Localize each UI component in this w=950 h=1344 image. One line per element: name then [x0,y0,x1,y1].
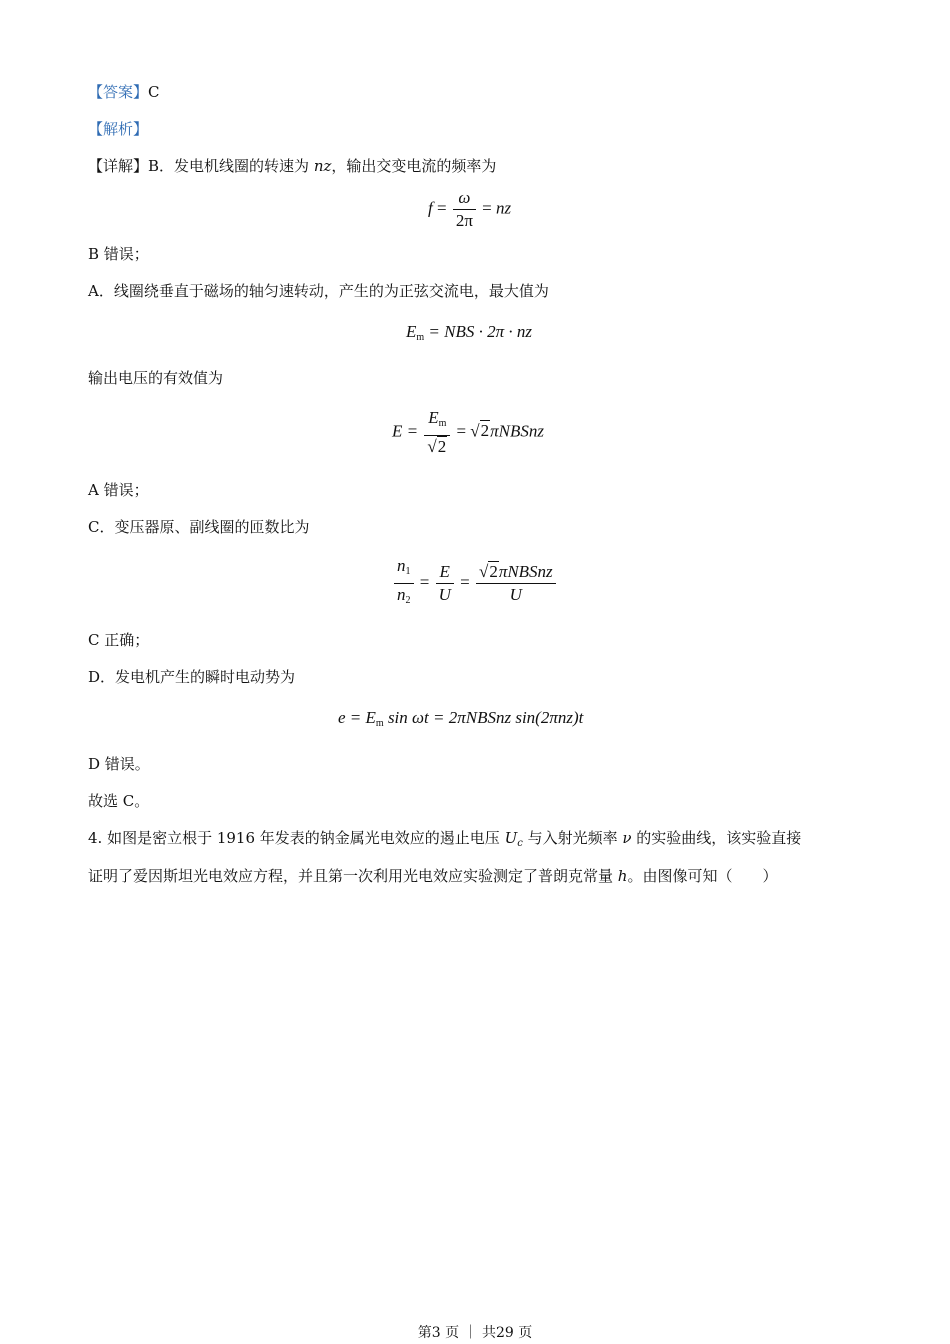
question-4-line1: 4. 如图是密立根于 1916 年发表的钠金属光电效应的遏止电压 $U_c$ 与入射光频率 ν 的实验曲线，该实验直接 [88,829,802,849]
equation-frequency: f = $\frac{\omega}{2\pi}$ = nz [428,188,512,230]
detail-line: 【详解】B．发电机线圈的转速为 nz，输出交变电流的频率为 [88,157,497,175]
b-wrong: B 错误； [88,245,149,263]
equation-em: $E_m$ = NBS · 2π · nz [406,322,532,343]
answer-line [88,82,160,102]
a-text: A．线圈绕垂直于磁场的轴匀速转动，产生的为正弦交流电，最大值为 [88,282,549,300]
equation-ratio: $\frac{n_1}{n_2}$ = $\frac{E}{U}$ = $\frac{\text{√2πNBSnz}}{U}$ [392,556,558,611]
choose-c: 故选 C。 [88,792,150,810]
question-4-line2: 证明了爱因斯坦光电效应方程，并且第一次利用光电效应实验测定了普朗克常量 h。由图像可知（ ） [88,867,778,885]
c-text: C．变压器原、副线圈的匝数比为 [88,518,310,536]
equation-emf: $e = E_m$ sin ωt = 2πNBSnz sin(2πnz)t [338,708,584,729]
answer-label: 【答案】 [88,83,149,101]
equation-e: E = $\frac{E_m}{√2}$ = √2πNBSnz [392,408,544,456]
output-voltage-text: 输出电压的有效值为 [88,369,224,387]
analysis-label: 【解析】 [88,120,149,138]
c-right: C 正确； [88,631,150,649]
answer-value: C [148,83,160,101]
detail-label: 【详解】 [88,157,149,175]
d-wrong: D 错误。 [88,755,150,773]
d-text: D．发电机产生的瞬时电动势为 [88,668,296,686]
page-footer: 第3 页 ｜ 共29 页 [417,1325,533,1341]
a-wrong: A 错误； [88,481,149,499]
